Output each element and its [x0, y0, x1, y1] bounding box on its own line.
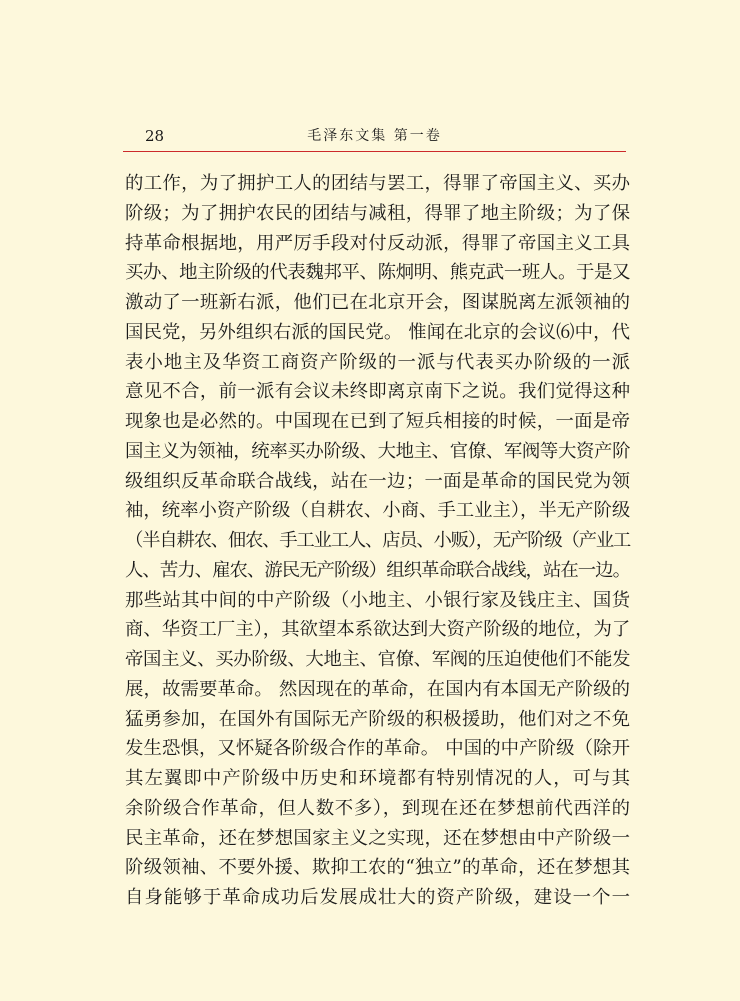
text-line: 持革命根据地，用严厉手段对付反动派，得罪了帝国主义工具 — [125, 232, 630, 254]
text-line: 意见不合，前一派有会议未终即离京南下之说。我们觉得这种 — [125, 381, 630, 403]
text-line: 激动了一班新右派，他们已在北京开会，图谋脱离左派领袖的 — [125, 292, 630, 313]
text-line: 阶级领袖、不要外援、欺抑工农的“独立”的革命，还在梦想其 — [125, 857, 630, 879]
text-line: 阶级；为了拥护农民的团结与减租，得罪了地主阶级；为了保 — [125, 202, 630, 224]
text-line: 展，故需要革命。 然因现在的革命，在国内有本国无产阶级的 — [125, 678, 630, 700]
text-line: 级组织反革命联合战线，站在一边；一面是革命的国民党为领 — [125, 470, 630, 492]
text-line: 袖，统率小资产阶级（自耕农、小商、手工业主），半无产阶级 — [125, 500, 630, 522]
text-line: 发生恐惧，又怀疑各阶级合作的革命。 中国的中产阶级（除开 — [125, 738, 630, 760]
text-line: 买办、地主阶级的代表魏邦平、陈炯明、熊克武一班人。于是又 — [125, 262, 630, 284]
text-line: 帝国主义、买办阶级、大地主、官僚、军阀的压迫使他们不能发 — [125, 649, 630, 670]
text-line: 猛勇参加，在国外有国际无产阶级的积极援助，他们对之不免 — [125, 708, 630, 730]
text-line: 国主义为领袖，统率买办阶级、大地主、官僚、军阀等大资产阶 — [125, 440, 630, 462]
text-line: 那些站其中间的中产阶级（小地主、小银行家及钱庄主、国货 — [125, 589, 630, 611]
text-line: 商、华资工厂主），其欲望本系欲达到大资产阶级的地位，为了 — [125, 619, 630, 641]
running-head: 毛泽东文集 第一卷 — [307, 128, 442, 144]
text-line: 民主革命，还在梦想国家主义之实现，还在梦想由中产阶级一 — [125, 827, 630, 849]
body-text — [125, 169, 630, 913]
text-line: 人、苦力、雇农、游民无产阶级）组织革命联合战线，站在一边。 — [125, 559, 630, 581]
text-line: 余阶级合作革命，但人数不多），到现在还在梦想前代西洋的 — [125, 797, 630, 819]
text-line: （半自耕农、佃农、手工业工人、店员、小贩），无产阶级（产业工 — [125, 530, 631, 551]
text-line: 表小地主及华资工商资产阶级的一派与代表买办阶级的一派 — [125, 351, 630, 373]
text-line: 其左翼即中产阶级中历史和环境都有特别情况的人，可与其 — [125, 768, 630, 789]
text-line: 自身能够于革命成功后发展成壮大的资产阶级，建设一个一 — [125, 887, 630, 908]
text-line: 国民党，另外组织右派的国民党。 惟闻在北京的会议⑹中，代 — [125, 321, 630, 343]
page-number: 28 — [145, 127, 165, 145]
text-line: 现象也是必然的。中国现在已到了短兵相接的时候，一面是帝 — [125, 411, 630, 432]
header-rule — [123, 151, 626, 152]
text-line: 的工作，为了拥护工人的团结与罢工，得罪了帝国主义、买办 — [125, 173, 630, 194]
page-header — [123, 126, 626, 150]
